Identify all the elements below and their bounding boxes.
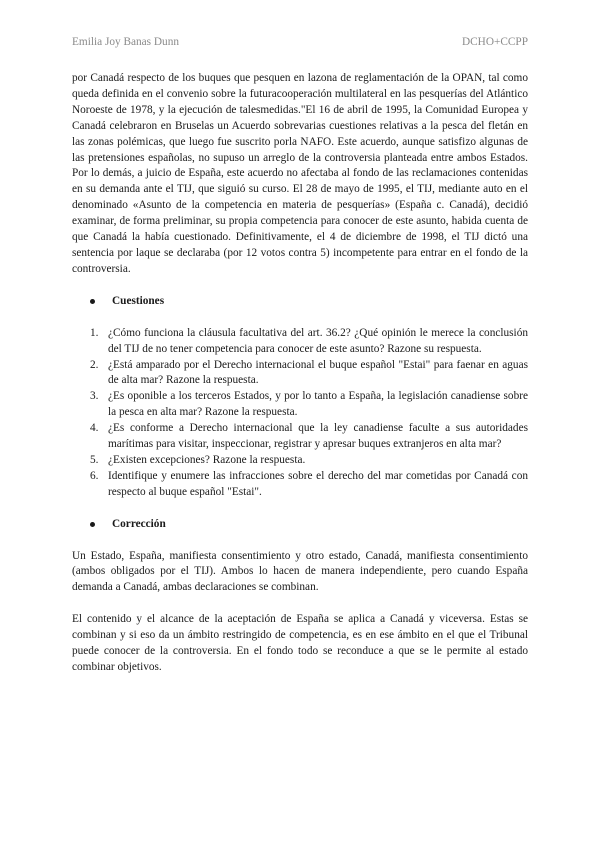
question-text: ¿Existen excepciones? Razone la respuesta. <box>108 453 306 466</box>
list-item <box>72 469 528 501</box>
question-number: 2. <box>90 358 99 371</box>
question-text: Identifique y enumere las infracciones sobre el derecho del mar cometidas por Canadá con respecto al buque español "Estai". <box>108 469 528 498</box>
cuestiones-title: Cuestiones <box>112 294 165 307</box>
question-number: 6. <box>90 469 99 482</box>
header-author: Emilia Joy Banas Dunn <box>72 36 179 48</box>
question-text: ¿Es conforme a Derecho internacional que la ley canadiense faculte a sus autoridades marítimas para visitar, inspeccionar, registrar y apresar buques extranjeros en alta mar? <box>108 422 528 451</box>
page-body <box>72 71 528 676</box>
list-item <box>72 326 528 358</box>
list-item <box>72 358 528 390</box>
questions-list <box>72 326 528 501</box>
question-number: 1. <box>90 326 99 339</box>
correccion-title: Corrección <box>112 517 166 530</box>
header-course: DCHO+CCPP <box>461 36 528 48</box>
question-number: 5. <box>90 453 99 466</box>
question-number: 3. <box>90 390 99 403</box>
question-number: 4. <box>90 422 99 435</box>
bullet-icon <box>90 522 95 527</box>
page-header <box>72 36 528 48</box>
cuestiones-heading <box>72 294 528 310</box>
question-text: ¿Cómo funciona la cláusula facultativa del art. 36.2? ¿Qué opinión le merece la conclusión del TIJ de no tener competencia para conocer de este asunto? Razone su respuesta. <box>108 326 528 355</box>
correccion-paragraph-1: Un Estado, España, manifiesta consentimiento y otro estado, Canadá, manifiesta consentimiento (ambos obligados por el TIJ). Ambos lo hacen de manera independiente, pero cuando España demanda a Canadá, ambas declaraciones se combinan. <box>72 549 528 594</box>
list-item <box>72 389 528 421</box>
paragraph-spacer <box>72 596 528 612</box>
bullet-icon <box>90 299 95 304</box>
question-text: ¿Está amparado por el Derecho internacional el buque español "Estai" para faenar en aguas de alta mar? Razone la respuesta. <box>108 358 528 387</box>
list-item <box>72 453 528 469</box>
correccion-paragraph-2: El contenido y el alcance de la aceptación de España se aplica a Canadá y viceversa. Estas se combinan y si eso da un ámbito restringido de competencia, es en ese ámbito en el que el Tribunal puede conocer de la controversia. En el fondo todo se reconduce a que se le permite al estado combinar objetivos. <box>72 613 528 673</box>
intro-paragraph: por Canadá respecto de los buques que pesquen en lazona de reglamentación de la OPAN, tal como queda definida en el convenio sobre la futuracooperación multilateral en las pesquerías del Atlántico Noroeste de 1978, y la ejecución de talesmedidas."El 16 de abril de 1995, la Comunidad Europea y Canadá celebraron en Bruselas un Acuerdo sobrevarias cuestiones relativas a la pesca del fletán en las zonas polémicas, que luego fue suscrito porla NAFO. Este acuerdo, aunque satisfizo algunas de las pretensiones españolas, no supuso un arreglo de la controversia planteada entre ambos Estados. Por lo demás, a juicio de España, este acuerdo no afectaba al fondo de las reclamaciones contenidas en su demanda ante el TIJ, que siguió su curso. El 28 de mayo de 1995, el TIJ, mediante auto en el denominado «Asunto de la competencia en materia de pesquerías» (España c. Canadá), decidió examinar, de forma preliminar, su propia competencia para conocer de este asunto, habida cuenta de que Canadá la había cuestionado. Definitivamente, el 4 de diciembre de 1998, el TIJ dictó una sentencia por laque se declaraba (por 12 votos contra 5) incompetente para entrar en el fondo de la controversia. <box>72 72 528 275</box>
list-item <box>72 421 528 453</box>
question-text: ¿Es oponible a los terceros Estados, y por lo tanto a España, la legislación canadiense sobre la pesca en alta mar? Razone la respuesta. <box>108 390 528 419</box>
correccion-heading <box>72 517 528 533</box>
